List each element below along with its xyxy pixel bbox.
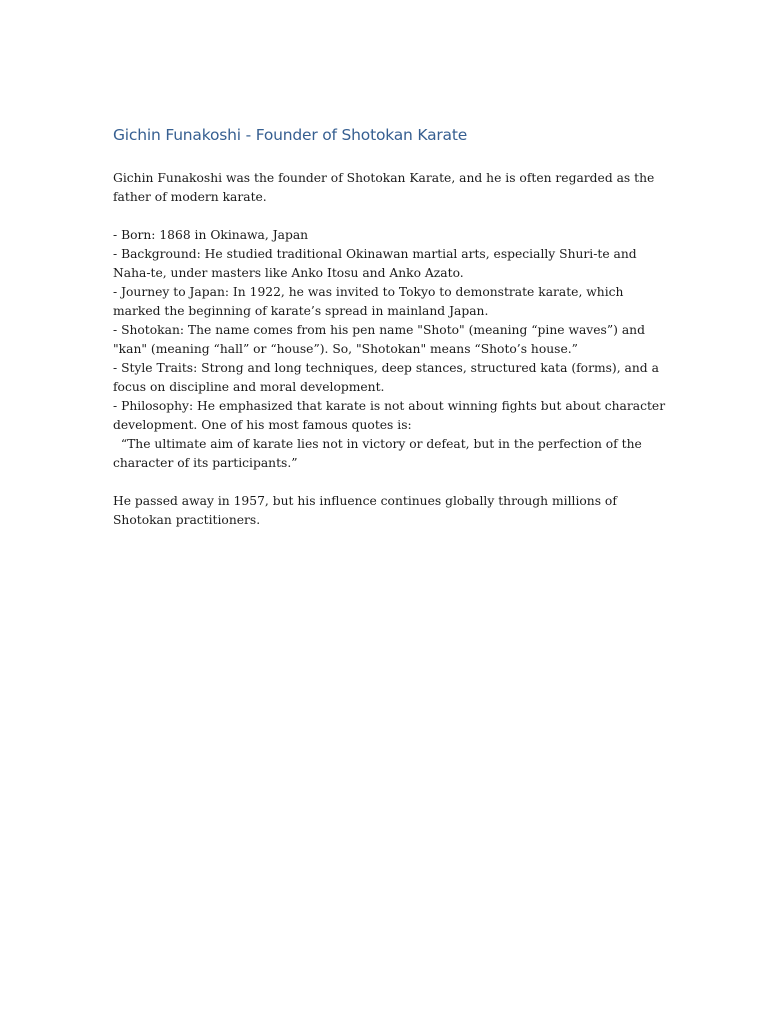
fact-journey: - Journey to Japan: In 1922, he was invited to Tokyo to demonstrate karate, which marked the beginning of karate’s spread in mainland Japan. <box>113 285 624 318</box>
document-title: Gichin Funakoshi - Founder of Shotokan Karate <box>113 126 468 144</box>
famous-quote: “The ultimate aim of karate lies not in victory or defeat, but in the perfection of the character of its participants.” <box>113 437 642 470</box>
intro-paragraph: Gichin Funakoshi was the founder of Shotokan Karate, and he is often regarded as the father of modern karate. <box>113 171 655 204</box>
fact-style-traits: - Style Traits: Strong and long techniques, deep stances, structured kata (forms), and a focus on discipline and moral development. <box>113 361 659 394</box>
fact-shotokan: - Shotokan: The name comes from his pen name "Shoto" (meaning “pine waves”) and "kan" (meaning “hall” or “house”). So, "Shotokan" means “Shoto’s house.” <box>113 323 645 356</box>
fact-philosophy: - Philosophy: He emphasized that karate is not about winning fights but about character development. One of his most famous quotes is: <box>113 399 666 432</box>
fact-background: - Background: He studied traditional Okinawan martial arts, especially Shuri-te and Naha-te, under masters like Anko Itosu and Anko Azato. <box>113 247 637 280</box>
document-page <box>113 124 673 530</box>
closing-paragraph: He passed away in 1957, but his influence continues globally through millions of Shotokan practitioners. <box>113 494 617 527</box>
fact-born: - Born: 1868 in Okinawa, Japan <box>113 228 309 242</box>
facts-list <box>113 226 673 473</box>
